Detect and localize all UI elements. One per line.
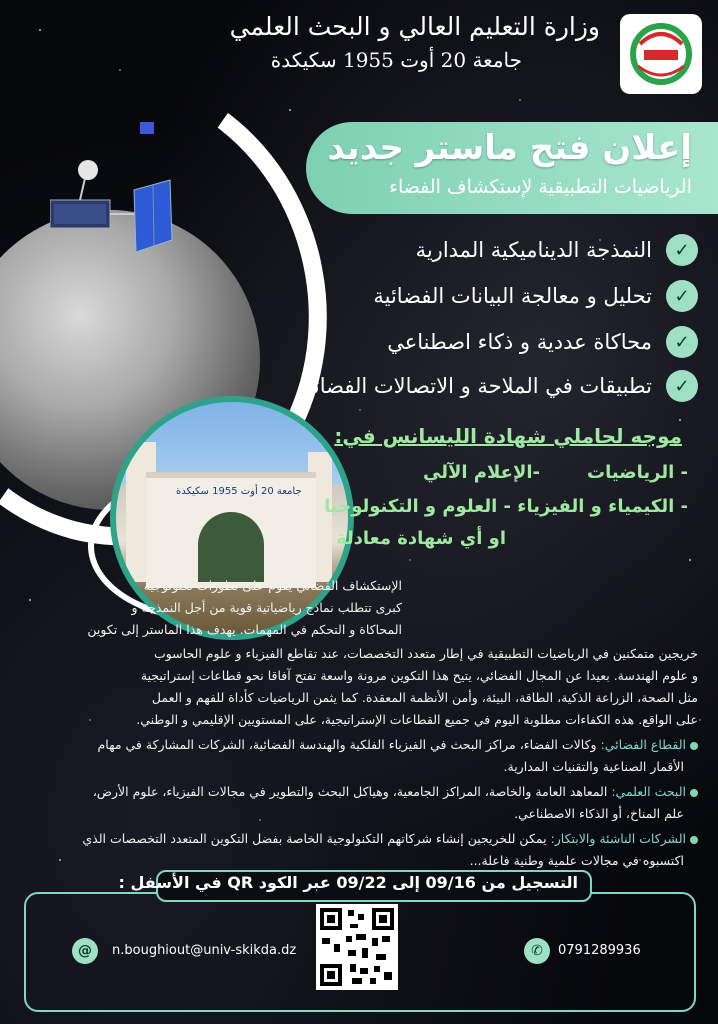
bullet-dot-icon <box>690 789 698 797</box>
sector-title: القطاع الفضائي: <box>600 737 686 752</box>
specialization-item <box>373 276 698 316</box>
description-line: مثل الصحة، الزراعة الذكية، الطاقة، البيئة، وأمن الأنظمة المعقدة. كما يثمن الرياضيات كأداة للفهم و العمل <box>151 690 698 705</box>
sector-research <box>93 784 698 799</box>
description-line: خريجين متمكنين في الرياضيات التطبيقية في إطار متعدد التخصصات، عند تقاطع الفيزياء و علوم الحاسوب <box>153 646 698 661</box>
satellite-image <box>50 160 190 270</box>
degree-equivalent: او أي شهادة معادلة <box>335 528 506 549</box>
registration-text: التسجيل من 09/16 إلى 09/22 عبر الكود QR في الأسفل : <box>118 873 578 892</box>
check-icon: ✓ <box>666 234 698 266</box>
email-icon: @ <box>72 938 98 964</box>
specialization-label: محاكاة عددية و ذكاء اصطناعي <box>387 330 652 354</box>
sector-research-line2: علم المناخ، أو الذكاء الاصطناعي. <box>514 806 684 821</box>
check-icon: ✓ <box>666 280 698 312</box>
degree-sciences: - الكيمياء و الفيزياء - العلوم و التكنولوجيا <box>324 496 688 517</box>
ministry-name: وزارة التعليم العالي و البحث العلمي <box>229 12 600 41</box>
qr-code-icon <box>316 904 398 990</box>
degree-math: - الرياضيات <box>587 462 688 483</box>
small-satellite-icon <box>140 122 154 134</box>
sector-text: يمكن للخريجين إنشاء شركاتهم التكنولوجية الخاصة بفضل التكوين المتعدد التخصصات الذي <box>82 831 551 846</box>
header <box>0 0 718 96</box>
email-address[interactable]: n.boughiout@univ-skikda.dz <box>112 943 297 958</box>
sector-title: البحث العلمي: <box>611 784 686 799</box>
specialization-label: النمذجة الديناميكية المدارية <box>415 238 652 262</box>
description-line: المحاكاة و التحكم في المهمات. يهدف هذا الماستر إلى تكوين <box>87 622 402 637</box>
description-line: على الواقع. هذه الكفاءات مطلوبة اليوم في جميع القطاعات الإستراتيجية، على المستويين الإقليمي و الوطني. <box>136 712 698 727</box>
phone-number[interactable]: 0791289936 <box>558 943 641 958</box>
specialization-item <box>416 230 698 270</box>
specialization-label: تطبيقات في الملاحة و الاتصالات الفضائية <box>296 374 652 398</box>
phone-icon: ✆ <box>524 938 550 964</box>
sector-text: وكالات الفضاء، مراكز البحث في الفيزياء الفلكية والهندسة الفضائية، الشركات المشاركة في مهام <box>97 737 601 752</box>
university-name: جامعة 20 أوت 1955 سكيكدة <box>270 48 522 72</box>
photo-gate-arch <box>198 512 264 582</box>
bullet-dot-icon <box>690 836 698 844</box>
sector-space-line2: الأقمار الصناعية والتقنيات المدارية. <box>503 759 684 774</box>
sector-startups-line2: اكتسبوه في مجالات علمية وطنية فاعلة... <box>469 853 684 868</box>
check-icon: ✓ <box>666 326 698 358</box>
banner-subtitle: الرياضيات التطبيقية لإستكشاف الفضاء <box>389 176 692 198</box>
banner-title: إعلان فتح ماستر جديد <box>327 128 692 168</box>
university-logo <box>620 14 702 94</box>
sector-text: المعاهد العامة والخاصة، المراكز الجامعية، وهياكل البحث والتطوير في مجالات الفيزياء، علوم الأرض، <box>92 784 612 799</box>
specialization-item <box>387 322 698 362</box>
sector-title: الشركات الناشئة والابتكار: <box>550 831 686 846</box>
qr-code[interactable] <box>316 904 398 990</box>
photo-gate-text: جامعة 20 أوت 1955 سكيكدة <box>176 486 302 497</box>
description-line: كبرى تتطلب نماذج رياضياتية قوية من أجل النمذجة و <box>131 600 402 615</box>
description-line: الإستكشاف الفضائي يقوم على تطورات تكنولوجية <box>143 578 402 593</box>
sector-space <box>98 737 698 752</box>
description-line: و علوم الهندسة. بعيدا عن المجال الفضائي، يتيح هذا التكوين مرونة واسعة تفتح آفاقا نحو قطاعات إستراتيجية <box>140 668 698 683</box>
degree-cs: -الإعلام الآلي <box>422 462 540 483</box>
specialization-label: تحليل و معالجة البيانات الفضائية <box>373 284 652 308</box>
check-icon: ✓ <box>666 370 698 402</box>
bullet-dot-icon <box>690 742 698 750</box>
audience-heading: موجه لحاملي شهادة الليسانس في: <box>334 424 682 448</box>
sector-startups <box>82 831 698 846</box>
specialization-item <box>296 366 698 406</box>
logo-icon <box>620 14 702 94</box>
